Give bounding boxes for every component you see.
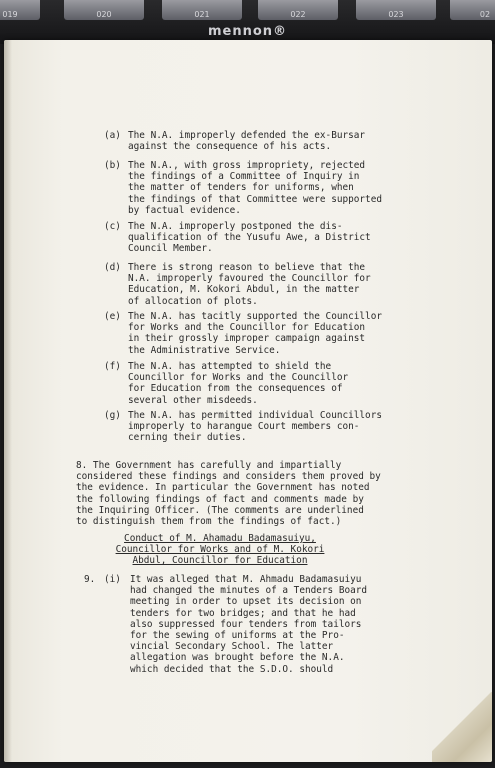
item-text: The N.A. improperly postponed the dis- qualification of the Yusufu Awe, a District Council Member. — [128, 221, 371, 255]
paragraph-9-text: It was alleged that M. Ahmadu Badamasuiyu had changed the minutes of a Tenders Board meeting in order to upset its decision on tenders for two bridges; and that he had also suppressed four tenders from tailors for the sewing of uniforms at the Pro- vincial Secondary School. The latter allegation was brought before the N.A. which decided that the S.D.O. should — [130, 574, 368, 675]
filmstrip — [0, 0, 495, 44]
subparagraph-label: (i) — [104, 574, 121, 585]
item-label: (g) — [104, 410, 121, 421]
item-label: (b) — [104, 160, 121, 171]
item-text: The N.A. improperly defended the ex-Bursar against the consequence of his acts. — [128, 130, 366, 153]
paper-shadow — [4, 40, 12, 762]
paragraph-8: 8. The Government has carefully and impartially considered these findings and considers them proved by the evidence. In particular the Government has noted the following findings of fact and comments made by the Inquiring Officer. (The comments are underlined to distinguish them from the findings of fact.) — [76, 460, 381, 528]
page-curl — [432, 692, 492, 762]
paragraph-number: 9. — [84, 574, 96, 585]
item-label: (c) — [104, 221, 121, 232]
section-heading: Conduct of M. Ahamadu Badamasuiyu, Councillor for Works and of M. Kokori Abdul, Councillor for Education — [115, 533, 325, 567]
item-label: (f) — [104, 361, 121, 372]
brand-logo: mennon® — [207, 24, 288, 39]
frame-number: 019 — [2, 10, 18, 19]
item-label: (a) — [104, 130, 121, 141]
item-text: The N.A. has attempted to shield the Councillor for Works and the Councillor for Education from the consequences of several other misdeeds. — [128, 361, 349, 406]
frame-number: 020 — [96, 10, 112, 19]
item-label: (d) — [104, 262, 121, 273]
frame-number: 022 — [290, 10, 306, 19]
item-text: The N.A., with gross impropriety, rejected the findings of a Committee of Inquiry in the matter of tenders for uniforms, when the findings of that Committee were supported by factual evidence. — [128, 160, 382, 216]
item-text: There is strong reason to believe that the N.A. improperly favoured the Councillor for Education, M. Kokori Abdul, in the matter of allocation of plots. — [128, 262, 371, 307]
frame-number: 02 — [479, 10, 491, 19]
item-text: The N.A. has permitted individual Councillors improperly to harangue Court members con- cerning their duties. — [128, 410, 382, 444]
item-text: The N.A. has tacitly supported the Councillor for Works and the Councillor for Education in their grossly improper campaign against the Administrative Service. — [128, 311, 382, 356]
frame-number: 021 — [194, 10, 210, 19]
item-label: (e) — [104, 311, 121, 322]
frame-number: 023 — [388, 10, 404, 19]
